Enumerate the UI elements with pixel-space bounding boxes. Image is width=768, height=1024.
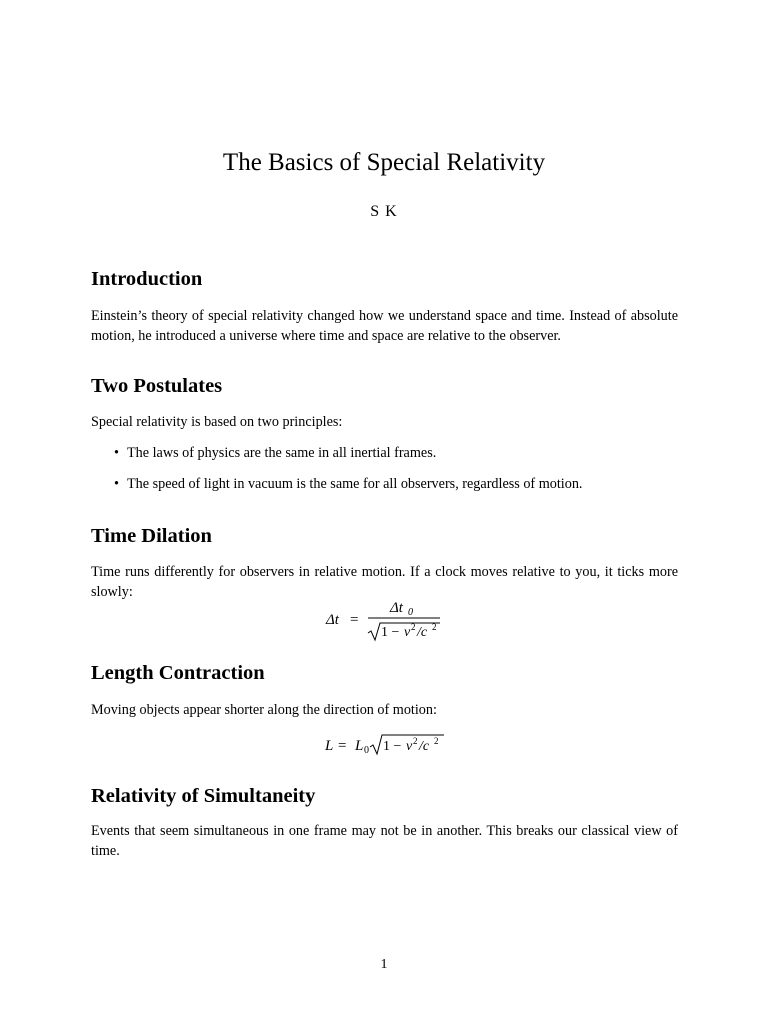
svg-text:=: = [350, 612, 359, 628]
svg-text:2: 2 [413, 736, 418, 746]
svg-text:2: 2 [411, 622, 416, 632]
svg-text:/c: /c [417, 625, 428, 640]
svg-text:v: v [404, 625, 411, 640]
bullet-icon: • [114, 445, 119, 461]
section-heading-time-dilation: Time Dilation [91, 525, 212, 547]
section-heading-length-contraction: Length Contraction [91, 662, 265, 684]
svg-text:1 −: 1 − [381, 625, 400, 640]
svg-text:v: v [406, 739, 413, 754]
simultaneity-paragraph: Events that seem simultaneous in one frame may not be in another. This breaks our classical view of time. [91, 823, 678, 859]
list-item [114, 444, 436, 463]
document-title: The Basics of Special Relativity [222, 149, 546, 176]
svg-text:/c: /c [419, 739, 430, 754]
length-contraction-paragraph: Moving objects appear shorter along the direction of motion: [91, 702, 437, 718]
section-heading-introduction: Introduction [91, 268, 203, 290]
svg-text:L: L [355, 738, 364, 754]
list-item [114, 475, 582, 494]
svg-text:=: = [338, 738, 347, 754]
section-heading-two-postulates: Two Postulates [91, 375, 223, 397]
section-heading-relativity-of-simultaneity: Relativity of Simultaneity [91, 785, 316, 807]
svg-text:0: 0 [408, 607, 413, 618]
svg-text:2: 2 [434, 736, 439, 746]
time-dilation-paragraph: Time runs differently for observers in relative motion. If a clock moves relative to you, it ticks more slowly: [91, 564, 678, 600]
svg-text:2: 2 [432, 622, 437, 632]
svg-text:1 −: 1 − [383, 739, 402, 754]
list-item-text: The speed of light in vacuum is the same for all observers, regardless of motion. [127, 476, 583, 492]
document-author: S K [370, 203, 398, 220]
list-item-text: The laws of physics are the same in all inertial frames. [127, 445, 437, 461]
page-number: 1 [380, 957, 388, 972]
introduction-paragraph: Einstein’s theory of special relativity changed how we understand space and time. Instead of absolute motion, he introduced a universe where time and space are relative to the observer. [91, 308, 678, 344]
svg-text:Δt: Δt [326, 612, 339, 628]
length-contraction-equation [320, 730, 450, 760]
postulates-intro-paragraph: Special relativity is based on two principles: [91, 414, 343, 430]
svg-text:L: L [325, 738, 334, 754]
svg-text:0: 0 [364, 745, 369, 756]
time-dilation-equation [320, 596, 450, 646]
bullet-icon: • [114, 476, 119, 492]
svg-text:Δt: Δt [390, 600, 403, 616]
